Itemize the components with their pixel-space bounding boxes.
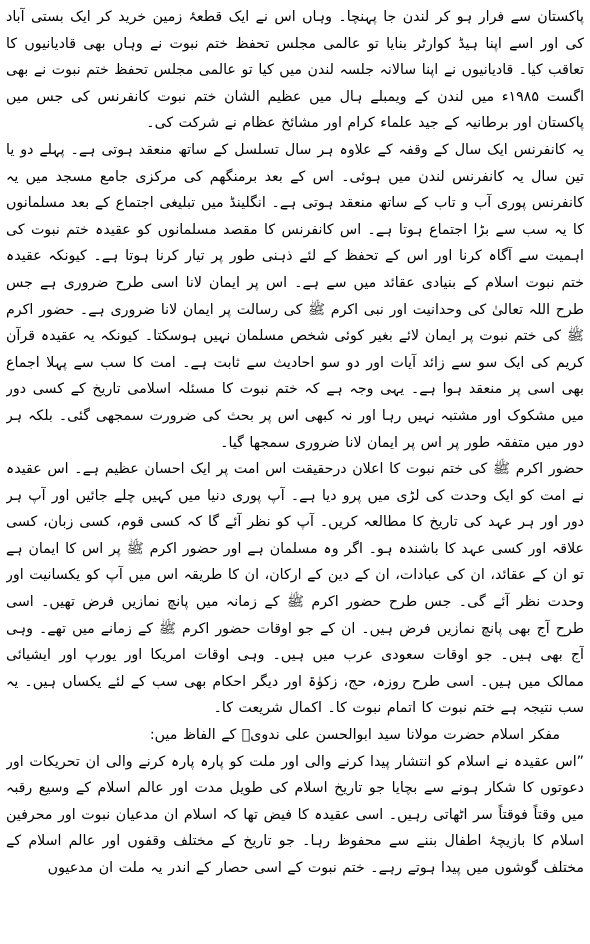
paragraph-london-conference: پاکستان سے فرار ہو کر لندن جا پہنچا۔ وہاں اس نے ایک قطعۂ زمین خرید کر ایک بستی آباد کی اور اسے اپنا ہیڈ کوارٹر بنایا تو عالمی مجلس تحفظ ختم نبوت نے وہاں بھی قادیانیوں کا تعاقب کیا۔ قادیانیوں نے اپنا سالانہ جلسہ لندن میں کیا تو عالمی مجلس تحفظ ختم نبوت نے بھی اگست ۱۹۸۵ء میں لندن کے ویمبلے ہال میں عظیم الشان ختم نبوت کانفرنس کی جس میں پاکستان اور برطانیہ کے جید علماء کرام اور مشائخ عظام نے شرکت کی۔ (6, 9, 584, 132)
quote-text: ”اس عقیدہ نے اسلام کو انتشار پیدا کرنے والی اور ملت کو پارہ پارہ کرنے والی ان تحریکات اور دعوتوں کا شکار ہونے سے بچایا جو تاریخ اسلام کی طویل مدت اور عالم اسلام کے وسیع رقبہ میں وقتاً فوقتاً سر اٹھاتی رہیں۔ اسی عقیدہ کا فیض تھا کہ اسلام ان مدعیان نبوت اور محرفین اسلام کا بازیچۂ اطفال بننے سے محفوظ رہا۔ جو تاریخ کے مختلف وقفوں اور عالم اسلام کے مختلف گوشوں میں پیدا ہوتے رہے۔ ختم نبوت کے اسی حصار کے اندر یہ ملت ان مدعیوں (6, 753, 584, 876)
document-page (6, 4, 584, 940)
paragraph-finality-of-prophethood: حضور اکرم ﷺ کی ختم نبوت کا اعلان درحقیقت اس امت پر ایک احسان عظیم ہے۔ اس عقیدہ نے امت کو ایک وحدت کی لڑی میں پرو دیا ہے۔ آپ پوری دنیا میں کہیں چلے جائیں اور آپ ہر دور اور ہر عہد کی تاریخ کا مطالعہ کریں۔ آپ کو نظر آئے گا کہ کسی قوم، کسی زبان، کسی علاقہ اور کسی عہد کا باشندہ ہو۔ اگر وہ مسلمان ہے اور حضور اکرم ﷺ پر اس کا ایمان ہے تو ان کے عقائد، ان کی عبادات، ان کے دین کے ارکان، ان کا طریقہ اس میں آپ کو یکسانیت اور وحدت نظر آئے گی۔ جس طرح حضور اکرم ﷺ کے زمانہ میں پانچ نمازیں فرض تھیں۔ اسی طرح آج بھی پانچ نمازیں فرض ہیں۔ ان کے جو اوقات حضور اکرم ﷺ کے زمانے میں تھے۔ وہی آج بھی ہیں۔ جو اوقات سعودی عرب میں ہیں۔ وہی اوقات امریکا اور یورپ اور ایشیائی ممالک میں ہیں۔ اسی طرح روزہ، حج، زکوٰۃ اور دیگر احکام بھی سب کے لئے یکساں ہیں۔ یہ سب نتیجہ ہے ختم نبوت کا اتمام نبوت کا۔ اکمال شریعت کا۔ (6, 461, 584, 717)
quote-introduction: مفکر اسلام حضرت مولانا سید ابوالحسن علی ندویؒ کے الفاظ میں: (149, 727, 560, 744)
paragraph-annual-conference: یہ کانفرنس ایک سال کے وقفہ کے علاوہ ہر سال تسلسل کے ساتھ منعقد ہوتی ہے۔ پہلے دو یا تین سال یہ کانفرنس لندن میں ہوئی۔ اس کے بعد برمنگھم کی مرکزی جامع مسجد میں یہ کانفرنس پوری آب و تاب کے ساتھ منعقد ہوتی ہے۔ انگلینڈ میں تبلیغی اجتماع کے بعد مسلمانوں کا یہ سب سے بڑا اجتماع ہوتا ہے۔ اس کانفرنس کا مقصد مسلمانوں کو عقیدہ ختم نبوت کی اہمیت سے آگاہ کرنا اور اس کے تحفظ کے لئے ذہنی طور پر تیار کرنا ہوتا ہے۔ کیونکہ عقیدہ ختم نبوت اسلام کے بنیادی عقائد میں سے ہے۔ اس پر ایمان لانا اسی طرح ضروری ہے جس طرح اللہ تعالیٰ کی وحدانیت اور نبی اکرم ﷺ کی رسالت پر ایمان لانا ضروری ہے۔ حضور اکرم ﷺ کی ختم نبوت پر ایمان لائے بغیر کوئی شخص مسلمان نہیں ہوسکتا۔ کیونکہ یہ عقیدہ قرآن کریم کی ایک سو سے زائد آیات اور دو سو احادیث سے ثابت ہے۔ امت کا سب سے پہلا اجماع بھی اسی پر منعقد ہوا ہے۔ یہی وجہ ہے کہ ختم نبوت کا مسئلہ اسلامی تاریخ کے کسی دور میں مشکوک اور مشتبہ نہیں رہا اور نہ کبھی اس پر بحث کی ضرورت سمجھی گئی۔ بلکہ ہر دور میں متفقہ طور پر اس پر ایمان لانا ضروری سمجھا گیا۔ (6, 141, 584, 451)
